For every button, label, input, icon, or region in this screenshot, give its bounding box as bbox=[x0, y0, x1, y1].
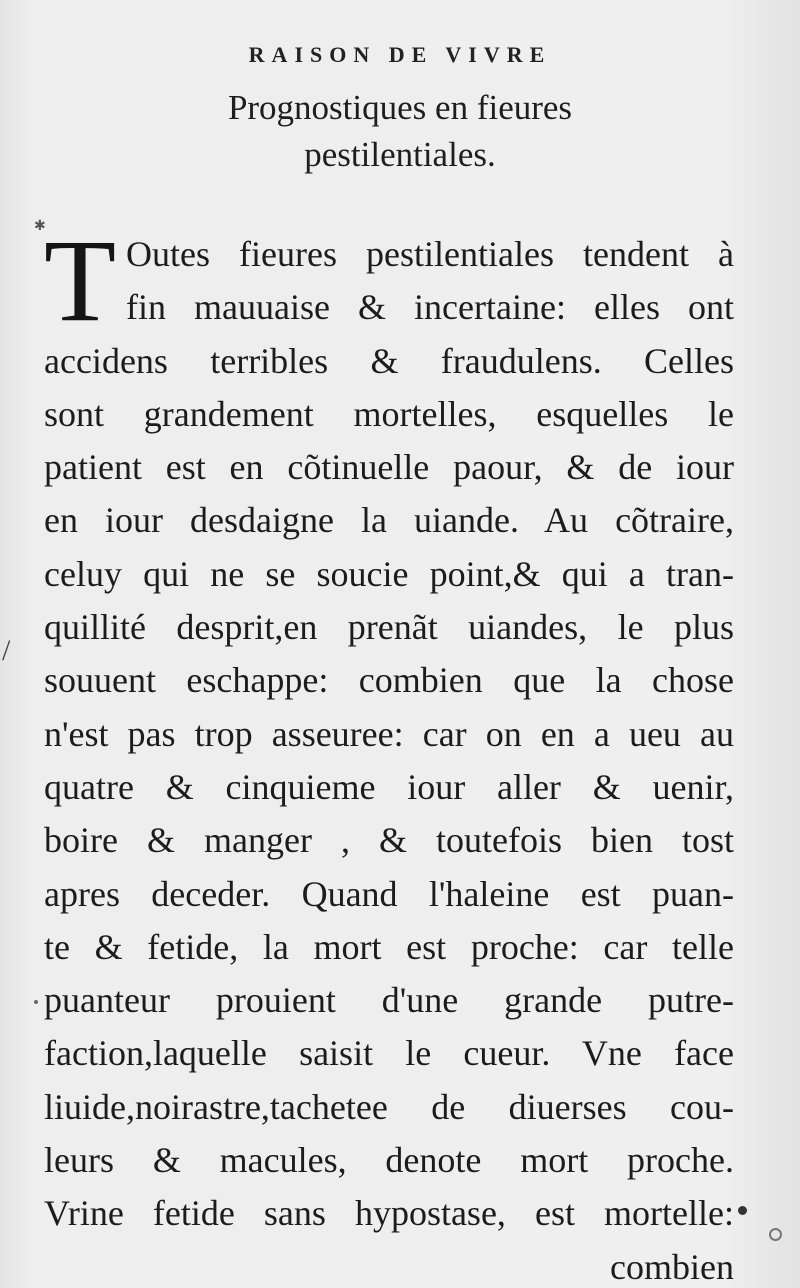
text-line-6: en iour desdaigne la uiande. Au cõtraire, bbox=[44, 500, 734, 541]
text-line-5: patient est en cõtinuelle paour, & de iour bbox=[44, 447, 734, 488]
text-line-9: souuent eschappe: combien que la chose bbox=[44, 660, 734, 701]
text-line-14: te & fetide, la mort est proche: car telle bbox=[44, 926, 734, 967]
text-line-16: faction,laquelle saisit le cueur. Vne face bbox=[44, 1033, 734, 1074]
speck-icon bbox=[34, 1000, 38, 1004]
text-line-11: quatre & cinquieme iour aller & uenir, bbox=[44, 766, 734, 807]
text-line-17: liuide,noirastre,tachetee de diuerses cou- bbox=[44, 1086, 734, 1127]
text-line-18: leurs & macules, denote mort proche. bbox=[44, 1140, 734, 1181]
text-line-1: Outes fieures pestilentiales tendent à bbox=[126, 234, 734, 274]
body-text bbox=[44, 215, 734, 1288]
ornament-asterisk-icon: ✱ bbox=[34, 219, 46, 234]
text-line-19: Vrine fetide sans hypostase, est mortelle: bbox=[44, 1193, 734, 1234]
text-line-3: accidens terribles & fraudulens. Celles bbox=[44, 340, 734, 381]
text-line-12: boire & manger , & toutefois bien tost bbox=[44, 820, 734, 861]
chapter-title-line-1: Prognostiques en fieures bbox=[227, 88, 573, 127]
ink-spot-icon bbox=[738, 1206, 747, 1215]
text-line-2: fin mauuaise & incertaine: elles ont bbox=[126, 287, 734, 328]
margin-stroke-icon: / bbox=[2, 634, 11, 667]
text-line-8: quillité desprit,en prenãt uiandes, le plus bbox=[44, 607, 734, 648]
running-head: RAISON DE VIVRE bbox=[248, 42, 552, 67]
ink-ring-icon bbox=[769, 1228, 782, 1241]
catchword: combien bbox=[610, 1246, 734, 1287]
text-line-13: apres deceder. Quand l'haleine est puan- bbox=[44, 873, 734, 914]
text-line-10: n'est pas trop asseuree: car on en a ueu au bbox=[44, 713, 734, 754]
text-line-7: celuy qui ne se soucie point,& qui a tran- bbox=[44, 553, 734, 594]
text-line-15: puanteur prouient d'une grande putre- bbox=[44, 980, 734, 1021]
chapter-title bbox=[0, 84, 800, 178]
drop-cap: T bbox=[44, 215, 117, 346]
chapter-title-line-2: pestilentiales. bbox=[304, 135, 496, 174]
text-line-4: sont grandement mortelles, esquelles le bbox=[44, 393, 734, 434]
